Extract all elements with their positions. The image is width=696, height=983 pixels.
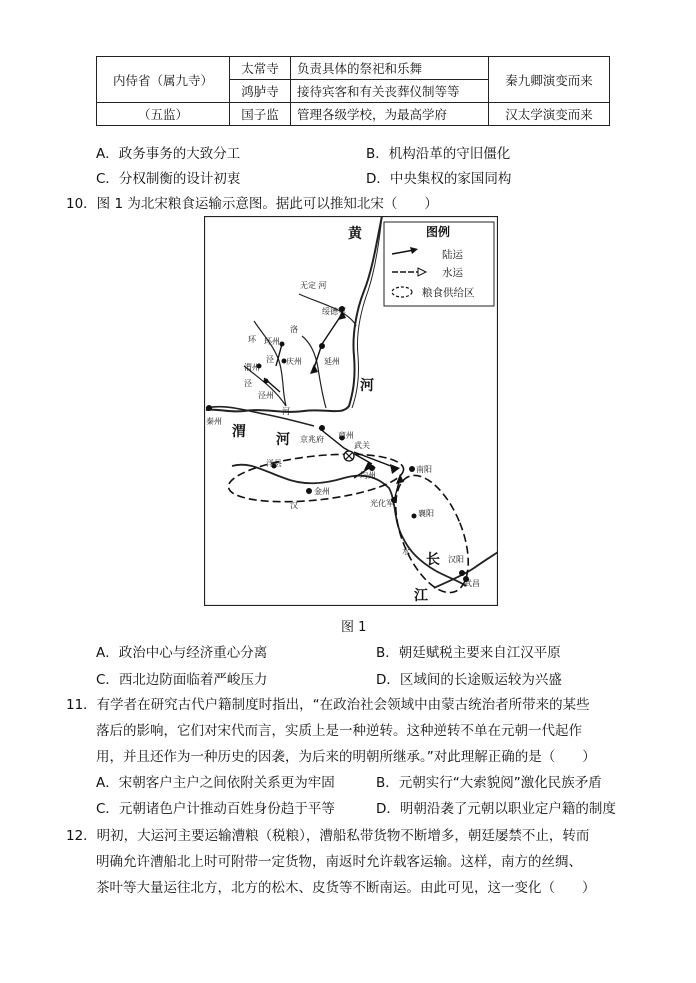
q10-stem: 10．图 1 为北宋粮食运输示意图。据此可以推知北宋（ ） bbox=[66, 196, 438, 212]
label-wuding: 无定 河 bbox=[300, 281, 327, 290]
label-luo: 洛 bbox=[290, 325, 298, 334]
label-nanyang: 南阳 bbox=[416, 465, 432, 474]
table-cell: 管理各级学校，为最高学府 bbox=[291, 103, 489, 126]
q12-line: 茶叶等大量运往北方，北方的松木、皮货等不断南运。由此可见，这一变化（ ） bbox=[96, 880, 596, 896]
label-xiangyang: 襄阳 bbox=[418, 509, 434, 518]
label-he2: 河 bbox=[276, 432, 290, 448]
label-wei: 渭 bbox=[232, 424, 246, 440]
q11-option-b: B．元朝实行“大索貌阅”激化民族矛盾 bbox=[376, 775, 602, 791]
q11-option-a: A．宋朝客户主户之间依附关系更为牢固 bbox=[96, 775, 335, 791]
table-cell: 接待宾客和有关丧葬仪制等等 bbox=[291, 80, 489, 103]
label-jing: 泾 bbox=[244, 379, 252, 388]
q11-option-c: C．元朝诸色户计推动百姓身份趋于平等 bbox=[96, 801, 335, 817]
q9-option-b: B．机构沿革的守旧僵化 bbox=[366, 146, 511, 162]
q10-option-c: C．西北边防面临着严峻压力 bbox=[96, 672, 268, 688]
table-cell: （五监） bbox=[97, 103, 230, 126]
table-cell: 内侍省（属九寺） bbox=[97, 57, 230, 103]
label-jingzhaofu: 京兆府 bbox=[300, 435, 324, 444]
label-ezhou: 武昌 bbox=[464, 579, 480, 588]
label-junzhou: 均州 bbox=[360, 471, 376, 480]
legend-title: 图例 bbox=[426, 225, 451, 239]
label-he3: 河 bbox=[282, 407, 290, 416]
table-cell: 秦九卿演变而来 bbox=[489, 57, 610, 103]
legend-area-label: 粮食供给区 bbox=[422, 287, 475, 299]
table-cell: 鸿胪寺 bbox=[230, 80, 291, 103]
label-shui: 水 bbox=[402, 547, 410, 556]
q10-option-d: D．区域间的长途贩运较为兴盛 bbox=[376, 672, 562, 688]
legend-land-label: 陆运 bbox=[442, 249, 463, 261]
q9-option-c: C．分权制衡的设计初衷 bbox=[96, 171, 241, 187]
label-jinzhou: 金州 bbox=[314, 487, 330, 496]
q9-option-a: A．政务事务的大致分工 bbox=[96, 146, 241, 162]
label-yangxian: 洋县 bbox=[266, 459, 282, 468]
figure-caption: 图 1 bbox=[341, 620, 367, 635]
q10-option-b: B．朝廷赋税主要来自江汉平原 bbox=[376, 645, 561, 661]
label-huanzhou: 环州 bbox=[264, 337, 280, 346]
label-yanzhou: 延州 bbox=[324, 357, 340, 366]
table-cell: 国子监 bbox=[230, 103, 291, 126]
institution-table bbox=[96, 56, 610, 126]
label-hanyang: 汉阳 bbox=[448, 555, 464, 564]
grain-transport-map bbox=[204, 216, 498, 606]
label-jingzhou: 泾州 bbox=[258, 391, 274, 400]
q11-line: 11．有学者在研究古代户籍制度时指出，“在政治社会领域中由蒙古统治者所带来的某些 bbox=[66, 697, 590, 713]
label-weizhou: 渭州 bbox=[244, 363, 260, 372]
label-he: 河 bbox=[360, 378, 374, 394]
label-shangzhou: 商州 bbox=[338, 431, 354, 440]
label-wuguan: 武关 bbox=[354, 441, 370, 450]
label-han: 汉 bbox=[290, 501, 298, 510]
q12-line: 12．明初，大运河主要运输漕粮（税粮），漕船私带货物不断增多，朝廷屡禁不止，转而 bbox=[66, 828, 590, 844]
legend-water-label: 水运 bbox=[442, 267, 463, 279]
table-cell: 汉太学演变而来 bbox=[489, 103, 610, 126]
label-huang: 黄 bbox=[348, 226, 362, 242]
q11-option-d: D．明朝沿袭了元朝以职业定户籍的制度 bbox=[376, 801, 616, 817]
label-guanghua: 光化军 bbox=[370, 499, 394, 508]
label-qingzhou: 庆州 bbox=[286, 357, 302, 366]
q9-option-d: D．中央集权的家国同构 bbox=[366, 171, 512, 187]
q11-line: 落后的影响，它们对宋代而言，实质上是一种逆转。这种逆转不单在元朝一代起作 bbox=[96, 723, 582, 739]
label-qinzhou: 秦州 bbox=[206, 417, 222, 426]
q12-line: 明确允许漕船北上时可附带一定货物，南返时允许载客运输。这样，南方的丝绸、 bbox=[96, 854, 582, 870]
label-suide: 绥德军 bbox=[322, 307, 346, 316]
label-chang: 长 bbox=[426, 552, 440, 568]
label-jiang: 江 bbox=[414, 588, 428, 604]
table-cell: 负责具体的祭祀和乐舞 bbox=[291, 57, 489, 80]
q10-option-a: A．政治中心与经济重心分离 bbox=[96, 645, 268, 661]
label-huan: 环 bbox=[248, 335, 256, 344]
q11-line: 用，并且还作为一种历史的因袭，为后来的明朝所继承。”对此理解正确的是（ ） bbox=[96, 749, 596, 765]
table-cell: 太常寺 bbox=[230, 57, 291, 80]
label-jiang2: 泾 bbox=[266, 355, 274, 364]
